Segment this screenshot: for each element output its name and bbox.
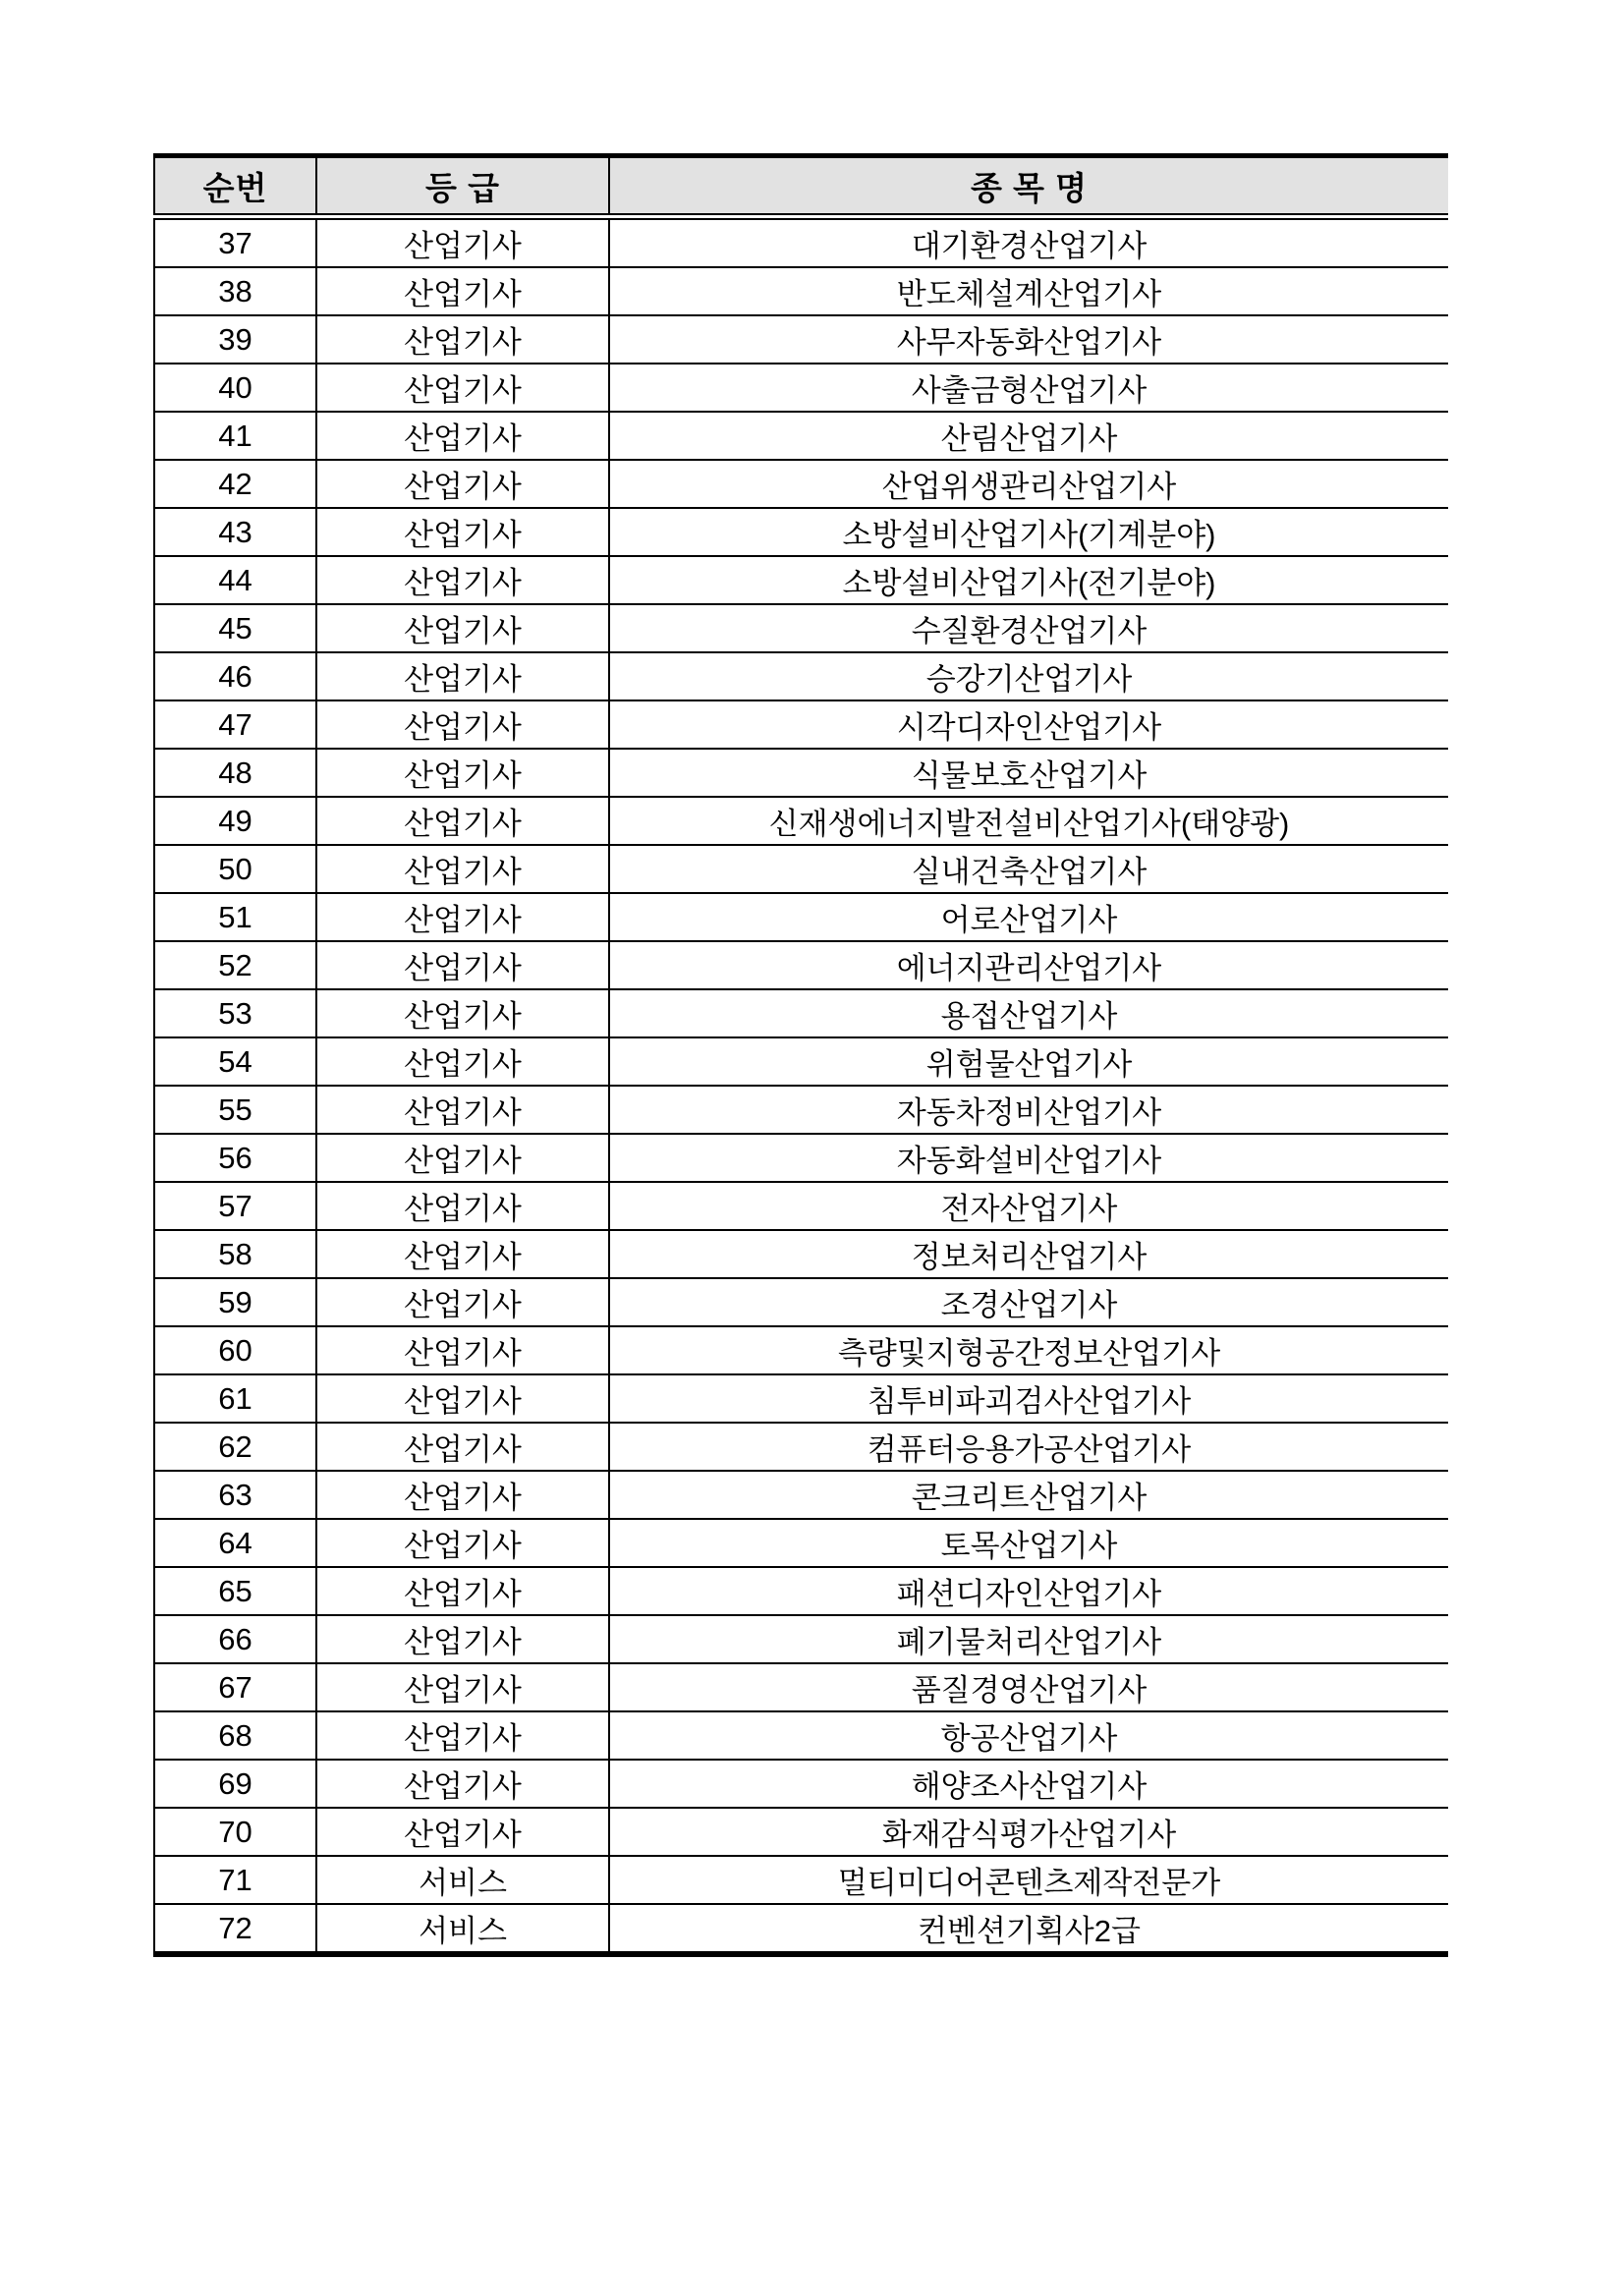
cell-name: 화재감식평가산업기사 <box>609 1808 1448 1856</box>
col-header-name: 종 목 명 <box>609 156 1448 217</box>
cell-no: 67 <box>154 1663 316 1711</box>
cell-name: 실내건축산업기사 <box>609 845 1448 893</box>
table-row <box>154 989 1448 1037</box>
cell-no: 43 <box>154 508 316 556</box>
cell-no: 48 <box>154 749 316 797</box>
cell-grade: 산업기사 <box>316 1567 609 1615</box>
cell-name: 소방설비산업기사(기계분야) <box>609 508 1448 556</box>
cell-no: 46 <box>154 652 316 700</box>
table-row <box>154 1519 1448 1567</box>
table-row <box>154 1278 1448 1326</box>
col-header-grade: 등 급 <box>316 156 609 217</box>
cell-grade: 산업기사 <box>316 845 609 893</box>
cell-no: 72 <box>154 1904 316 1954</box>
cell-no: 37 <box>154 217 316 268</box>
cell-grade: 산업기사 <box>316 1663 609 1711</box>
cell-name: 소방설비산업기사(전기분야) <box>609 556 1448 604</box>
cell-name: 위험물산업기사 <box>609 1037 1448 1086</box>
cell-grade: 산업기사 <box>316 1423 609 1471</box>
cell-no: 57 <box>154 1182 316 1230</box>
header-row <box>154 156 1448 217</box>
table-row <box>154 217 1448 268</box>
cell-grade: 산업기사 <box>316 1760 609 1808</box>
table-row <box>154 1134 1448 1182</box>
table-row <box>154 1663 1448 1711</box>
cell-name: 침투비파괴검사산업기사 <box>609 1374 1448 1423</box>
cell-name: 폐기물처리산업기사 <box>609 1615 1448 1663</box>
cell-no: 41 <box>154 412 316 460</box>
cell-no: 40 <box>154 364 316 412</box>
table-row <box>154 1326 1448 1374</box>
cell-no: 51 <box>154 893 316 941</box>
cell-no: 62 <box>154 1423 316 1471</box>
table-row <box>154 797 1448 845</box>
cell-grade: 산업기사 <box>316 1037 609 1086</box>
cell-grade: 산업기사 <box>316 1808 609 1856</box>
cell-grade: 산업기사 <box>316 217 609 268</box>
cell-no: 53 <box>154 989 316 1037</box>
cell-name: 사무자동화산업기사 <box>609 315 1448 364</box>
cell-grade: 산업기사 <box>316 1519 609 1567</box>
cell-no: 61 <box>154 1374 316 1423</box>
table-row <box>154 941 1448 989</box>
cell-name: 컴퓨터응용가공산업기사 <box>609 1423 1448 1471</box>
cell-grade: 산업기사 <box>316 1278 609 1326</box>
cell-no: 58 <box>154 1230 316 1278</box>
table-row <box>154 1856 1448 1904</box>
cell-no: 69 <box>154 1760 316 1808</box>
table-row <box>154 508 1448 556</box>
cell-no: 66 <box>154 1615 316 1663</box>
cell-grade: 산업기사 <box>316 508 609 556</box>
cell-no: 45 <box>154 604 316 652</box>
cell-name: 컨벤션기획사2급 <box>609 1904 1448 1954</box>
cell-grade: 산업기사 <box>316 1134 609 1182</box>
table-body <box>154 217 1448 1955</box>
cell-grade: 산업기사 <box>316 412 609 460</box>
table-row <box>154 412 1448 460</box>
cell-grade: 산업기사 <box>316 267 609 315</box>
cell-name: 항공산업기사 <box>609 1711 1448 1760</box>
table-row <box>154 1615 1448 1663</box>
cell-no: 55 <box>154 1086 316 1134</box>
col-header-no: 순번 <box>154 156 316 217</box>
table-row <box>154 893 1448 941</box>
cell-grade: 산업기사 <box>316 1711 609 1760</box>
cell-grade: 산업기사 <box>316 604 609 652</box>
cell-no: 38 <box>154 267 316 315</box>
cell-no: 50 <box>154 845 316 893</box>
cell-name: 품질경영산업기사 <box>609 1663 1448 1711</box>
table-row <box>154 845 1448 893</box>
table-row <box>154 1711 1448 1760</box>
cell-name: 시각디자인산업기사 <box>609 700 1448 749</box>
cell-no: 63 <box>154 1471 316 1519</box>
table-row <box>154 1037 1448 1086</box>
table-row <box>154 1374 1448 1423</box>
cell-name: 반도체설계산업기사 <box>609 267 1448 315</box>
cell-no: 59 <box>154 1278 316 1326</box>
cell-name: 수질환경산업기사 <box>609 604 1448 652</box>
cell-name: 전자산업기사 <box>609 1182 1448 1230</box>
cell-grade: 산업기사 <box>316 1615 609 1663</box>
cell-no: 60 <box>154 1326 316 1374</box>
cell-name: 패션디자인산업기사 <box>609 1567 1448 1615</box>
table-row <box>154 1182 1448 1230</box>
cell-grade: 산업기사 <box>316 797 609 845</box>
cell-name: 사출금형산업기사 <box>609 364 1448 412</box>
cell-name: 산업위생관리산업기사 <box>609 460 1448 508</box>
cell-name: 승강기산업기사 <box>609 652 1448 700</box>
table-row <box>154 1471 1448 1519</box>
cell-no: 44 <box>154 556 316 604</box>
cell-no: 70 <box>154 1808 316 1856</box>
cell-name: 산림산업기사 <box>609 412 1448 460</box>
cell-name: 토목산업기사 <box>609 1519 1448 1567</box>
cell-grade: 서비스 <box>316 1904 609 1954</box>
cell-grade: 산업기사 <box>316 652 609 700</box>
table-row <box>154 556 1448 604</box>
table-row <box>154 700 1448 749</box>
cell-name: 어로산업기사 <box>609 893 1448 941</box>
cell-name: 정보처리산업기사 <box>609 1230 1448 1278</box>
cell-name: 신재생에너지발전설비산업기사(태양광) <box>609 797 1448 845</box>
cell-name: 자동화설비산업기사 <box>609 1134 1448 1182</box>
table-row <box>154 604 1448 652</box>
cell-name: 자동차정비산업기사 <box>609 1086 1448 1134</box>
cell-no: 71 <box>154 1856 316 1904</box>
cell-no: 54 <box>154 1037 316 1086</box>
table-row <box>154 1567 1448 1615</box>
cell-grade: 산업기사 <box>316 1182 609 1230</box>
cell-no: 64 <box>154 1519 316 1567</box>
table-row <box>154 1760 1448 1808</box>
cell-name: 해양조사산업기사 <box>609 1760 1448 1808</box>
cell-grade: 산업기사 <box>316 460 609 508</box>
cell-grade: 산업기사 <box>316 1326 609 1374</box>
cell-name: 에너지관리산업기사 <box>609 941 1448 989</box>
table-row <box>154 460 1448 508</box>
table-row <box>154 652 1448 700</box>
cell-name: 대기환경산업기사 <box>609 217 1448 268</box>
cell-name: 식물보호산업기사 <box>609 749 1448 797</box>
certification-table <box>153 153 1448 1957</box>
cell-no: 39 <box>154 315 316 364</box>
cell-grade: 산업기사 <box>316 941 609 989</box>
table-row <box>154 1423 1448 1471</box>
cell-no: 52 <box>154 941 316 989</box>
table-row <box>154 1904 1448 1954</box>
cell-grade: 산업기사 <box>316 1374 609 1423</box>
cell-grade: 산업기사 <box>316 1230 609 1278</box>
cell-grade: 산업기사 <box>316 315 609 364</box>
cell-no: 56 <box>154 1134 316 1182</box>
cell-grade: 산업기사 <box>316 893 609 941</box>
table-row <box>154 267 1448 315</box>
table-row <box>154 1230 1448 1278</box>
cell-name: 조경산업기사 <box>609 1278 1448 1326</box>
cell-grade: 산업기사 <box>316 1086 609 1134</box>
cell-grade: 산업기사 <box>316 556 609 604</box>
table-row <box>154 1808 1448 1856</box>
cell-grade: 산업기사 <box>316 749 609 797</box>
table-row <box>154 749 1448 797</box>
table-row <box>154 364 1448 412</box>
cell-name: 콘크리트산업기사 <box>609 1471 1448 1519</box>
cell-name: 용접산업기사 <box>609 989 1448 1037</box>
cell-grade: 산업기사 <box>316 700 609 749</box>
cell-grade: 산업기사 <box>316 989 609 1037</box>
cell-no: 68 <box>154 1711 316 1760</box>
cell-no: 49 <box>154 797 316 845</box>
table-row <box>154 1086 1448 1134</box>
cell-no: 65 <box>154 1567 316 1615</box>
cell-grade: 산업기사 <box>316 364 609 412</box>
table-header <box>154 156 1448 217</box>
cell-grade: 산업기사 <box>316 1471 609 1519</box>
cell-no: 42 <box>154 460 316 508</box>
table-row <box>154 315 1448 364</box>
cell-grade: 서비스 <box>316 1856 609 1904</box>
cell-name: 멀티미디어콘텐츠제작전문가 <box>609 1856 1448 1904</box>
cell-no: 47 <box>154 700 316 749</box>
cell-name: 측량및지형공간정보산업기사 <box>609 1326 1448 1374</box>
